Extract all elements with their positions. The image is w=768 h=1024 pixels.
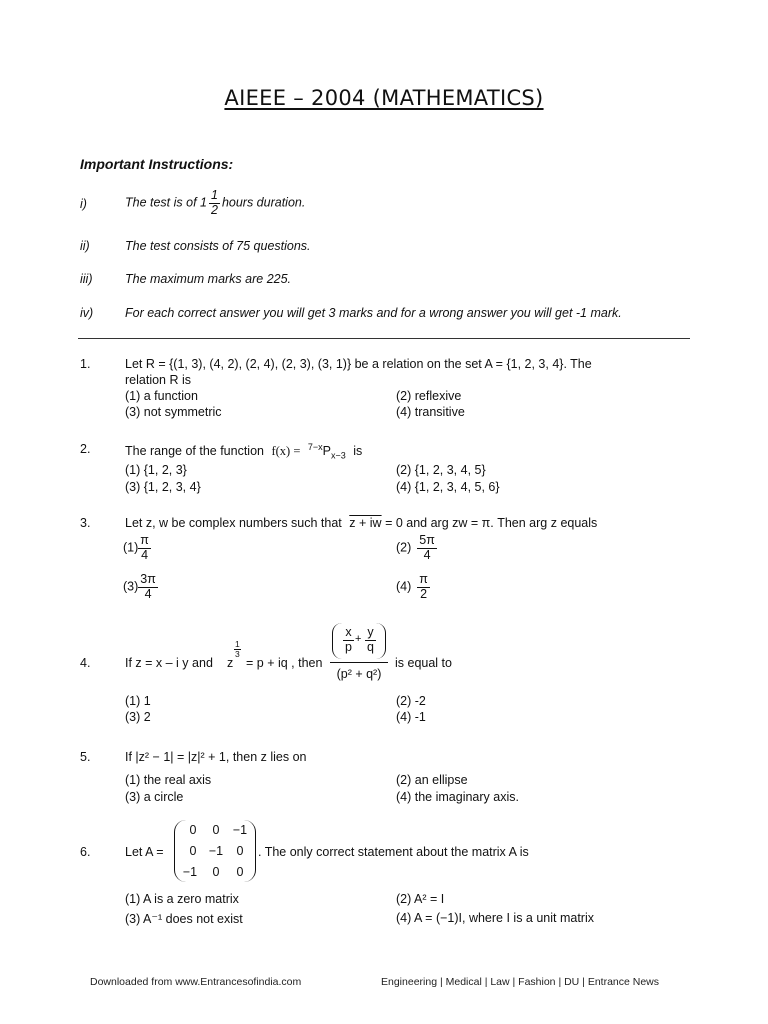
fraction-y: $\frac{y}{q}$ bbox=[367, 625, 374, 654]
matrix-cell: 0 bbox=[236, 844, 244, 858]
option: (3) not symmetric bbox=[125, 405, 222, 419]
matrix-cell: 0 bbox=[189, 844, 197, 858]
option: (1) 1 bbox=[125, 694, 151, 708]
option: (4) -1 bbox=[396, 710, 426, 724]
matrix-cell: 0 bbox=[212, 823, 220, 837]
option: (4) the imaginary axis. bbox=[396, 790, 519, 804]
matrix-cell: 0 bbox=[189, 823, 197, 837]
fraction-bar bbox=[330, 662, 388, 663]
option: (2) {1, 2, 3, 4, 5} bbox=[396, 463, 486, 477]
question-number: 1. bbox=[80, 357, 91, 371]
math-z: z bbox=[227, 656, 234, 670]
question-text: . The only correct statement about the matrix A is bbox=[258, 845, 529, 859]
option: (1) $\frac{\pi}{4}$ bbox=[123, 533, 149, 562]
question-number: 2. bbox=[80, 442, 91, 456]
fraction-denominator: (p² + q²) bbox=[336, 667, 382, 681]
option: (2) $\frac{5\pi}{4}$ bbox=[396, 533, 435, 562]
matrix-cell: 0 bbox=[212, 865, 220, 879]
option: (1) A is a zero matrix bbox=[125, 892, 239, 906]
matrix-cell: −1 bbox=[232, 823, 248, 837]
question-number: 4. bbox=[80, 656, 91, 670]
question-text: If z = x – i y and bbox=[125, 656, 213, 670]
option: (1) the real axis bbox=[125, 773, 212, 787]
question-text: Let z, w be complex numbers such that z + iw = 0 and arg zw = π. Then arg z equals bbox=[125, 516, 598, 530]
option: (3) a circle bbox=[125, 790, 184, 804]
option: (4) {1, 2, 3, 4, 5, 6} bbox=[396, 480, 500, 494]
question-number: 3. bbox=[80, 516, 91, 530]
matrix-A bbox=[174, 820, 258, 882]
matrix-cell: −1 bbox=[208, 844, 224, 858]
option: (3) {1, 2, 3, 4} bbox=[125, 480, 201, 494]
question-text: Let R = {(1, 3), (4, 2), (2, 4), (2, 3), (3, 1)} be a relation on the set A = {1, 2, 3, 4}. The bbox=[125, 357, 592, 371]
fraction-expression bbox=[330, 623, 388, 689]
option: (1) {1, 2, 3} bbox=[125, 463, 187, 477]
option: (2) -2 bbox=[396, 694, 426, 708]
instruction-number: ii) bbox=[80, 239, 90, 253]
question-text: The range of the function $f(x) = ^{7-x}P_{x-3}$ is bbox=[125, 442, 363, 461]
question-text: Let A = bbox=[125, 845, 164, 859]
page-title: AIEEE – 2004 (MATHEMATICS) bbox=[224, 86, 544, 110]
instruction-number: iv) bbox=[80, 306, 94, 320]
question-text: relation R is bbox=[125, 373, 191, 387]
option: (3) $\frac{3\pi}{4}$ bbox=[123, 572, 156, 601]
divider bbox=[78, 338, 690, 339]
question-text: = p + iq , then bbox=[246, 656, 323, 670]
option: (2) an ellipse bbox=[396, 773, 468, 787]
footer-left: Downloaded from www.Entrancesofindia.com bbox=[90, 976, 302, 988]
instruction-number: i) bbox=[80, 197, 87, 211]
instruction-text: For each correct answer you will get 3 marks and for a wrong answer you will get -1 mark. bbox=[125, 306, 622, 320]
exponent-fraction: $\frac{1}{3}$ bbox=[235, 639, 240, 660]
option: (3) A⁻¹ does not exist bbox=[125, 912, 243, 926]
option: (1) a function bbox=[125, 389, 198, 403]
fraction-x: $\frac{x}{p}$ bbox=[345, 625, 352, 654]
instruction-text: The maximum marks are 225. bbox=[125, 272, 292, 286]
footer-right: Engineering | Medical | Law | Fashion | DU | Entrance News bbox=[381, 976, 660, 988]
option: (4) $\frac{\pi}{2}$ bbox=[396, 572, 428, 601]
instructions-heading: Important Instructions: bbox=[80, 156, 234, 172]
option: (3) 2 bbox=[125, 710, 151, 724]
option: (4) A = (−1)I, where I is a unit matrix bbox=[396, 911, 594, 925]
instruction-text: The test is of 1 $\frac{1}{2}$ hours duration. bbox=[125, 188, 306, 217]
question-number: 5. bbox=[80, 750, 91, 764]
instruction-number: iii) bbox=[80, 272, 93, 286]
question-text: is equal to bbox=[395, 656, 452, 670]
option: (2) reflexive bbox=[396, 389, 462, 403]
question-text: If |z² − 1| = |z|² + 1, then z lies on bbox=[125, 750, 307, 764]
option: (2) A² = I bbox=[396, 892, 445, 906]
option: (4) transitive bbox=[396, 405, 465, 419]
question-number: 6. bbox=[80, 845, 91, 859]
instruction-text: The test consists of 75 questions. bbox=[125, 239, 311, 253]
matrix-cell: 0 bbox=[236, 865, 244, 879]
plus-sign: + bbox=[355, 633, 362, 645]
matrix-cell: −1 bbox=[182, 865, 198, 879]
